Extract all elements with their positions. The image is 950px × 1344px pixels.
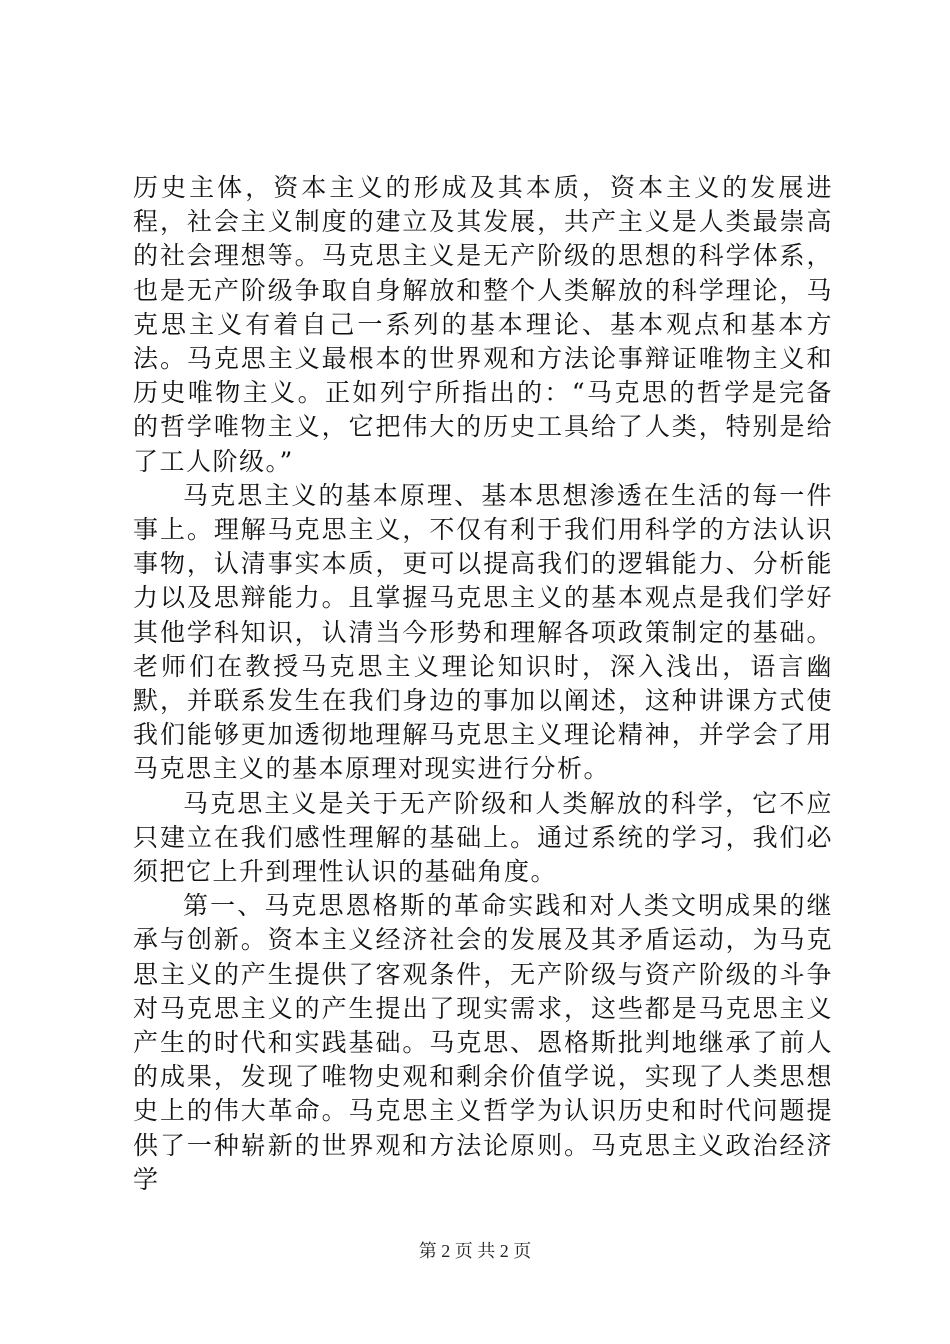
paragraph-1: 历史主体，资本主义的形成及其本质，资本主义的发展进程，社会主义制度的建立及其发展，共产主义是人类最崇高的社会理想等。马克思主义是无产阶级的思想的科学体系，也是无产阶级争取自身解放和整个人类解放的科学理论，马克思主义有着自己一系列的基本理论、基本观点和基本方法。马克思主义最根本的世界观和方法论事辩证唯物主义和历史唯物主义。正如列宁所指出的：“马克思的哲学是完备的哲学唯物主义，它把伟大的历史工具给了人类，特别是给了工人阶级。” [133, 173, 833, 476]
paragraph-2: 马克思主义的基本原理、基本思想渗透在生活的每一件事上。理解马克思主义，不仅有利于我们用科学的方法认识事物，认清事实本质，更可以提高我们的逻辑能力、分析能力以及思辩能力。且掌握马克思主义的基本观点是我们学好其他学科知识，认清当今形势和理解各项政策制定的基础。老师们在教授马克思主义理论知识时，深入浅出，语言幽默，并联系发生在我们身边的事加以阐述，这种讲课方式使我们能够更加透彻地理解马克思主义理论精神，并学会了用马克思主义的基本原理对现实进行分析。 [133, 480, 833, 784]
page-number-label: 第 2 页 共 2 页 [418, 1241, 532, 1261]
page-footer [0, 1240, 950, 1262]
paragraph-4: 第一、马克思恩格斯的革命实践和对人类文明成果的继承与创新。资本主义经济社会的发展及其矛盾运动，为马克思主义的产生提供了客观条件，无产阶级与资产阶级的斗争对马克思主义的产生提出了现实需求，这些都是马克思主义产生的时代和实践基础。马克思、恩格斯批判地继承了前人的成果，发现了唯物史观和剩余价值学说，实现了人类思想史上的伟大革命。马克思主义哲学为认识历史和时代问题提供了一种崭新的世界观和方法论原则。马克思主义政治经济学 [133, 891, 833, 1194]
document-body [133, 171, 833, 1197]
paragraph-3: 马克思主义是关于无产阶级和人类解放的科学，它不应只建立在我们感性理解的基础上。通过系统的学习，我们必须把它上升到理性认识的基础角度。 [133, 788, 833, 887]
